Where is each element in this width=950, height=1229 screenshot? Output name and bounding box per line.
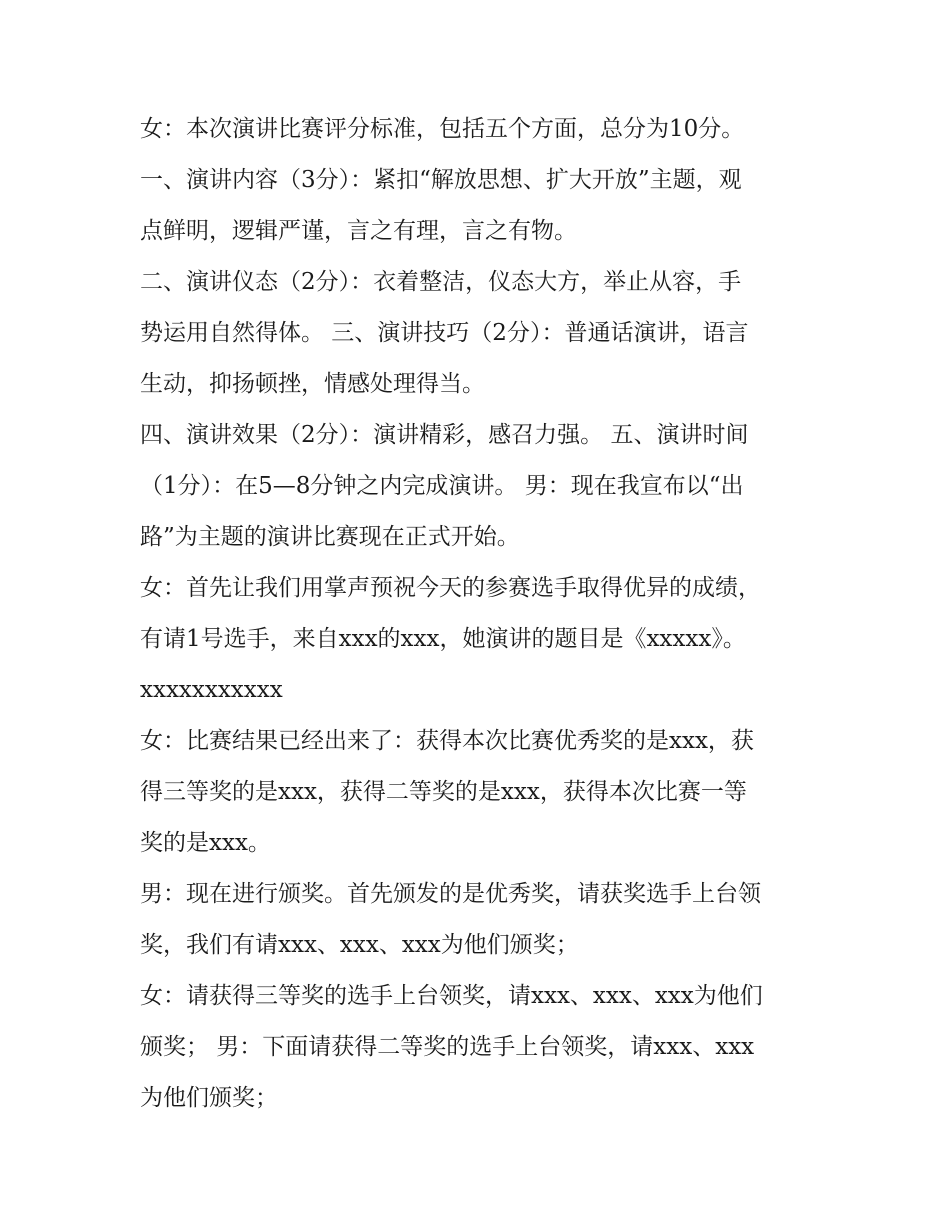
text-line: 得三等奖的是xxx，获得二等奖的是xxx，获得本次比赛一等 [140,779,747,805]
text-line: 女：请获得三等奖的选手上台领奖，请xxx、xxx、xxx为他们 [140,983,763,1009]
text-line: 奖的是xxx。 [140,830,271,856]
text-line: 女：首先让我们用掌声预祝今天的参赛选手取得优异的成绩， [140,575,761,601]
text-line: 四、演讲效果（2分）：演讲精彩，感召力强。 五、演讲时间 [140,422,749,448]
text-line: 女：本次演讲比赛评分标准，包括五个方面，总分为10分。 [140,116,745,142]
text-line: 女：比赛结果已经出来了：获得本次比赛优秀奖的是xxx，获 [140,728,754,754]
text-line: 点鲜明，逻辑严谨，言之有理，言之有物。 [140,218,577,244]
text-line: 二、演讲仪态（2分）：衣着整洁，仪态大方，举止从容，手 [140,269,742,295]
text-line: 路”为主题的演讲比赛现在正式开始。 [140,524,520,550]
text-line: 势运用自然得体。 三、演讲技巧（2分）：普通话演讲，语言 [140,320,749,346]
text-line: 生动，抑扬顿挫，情感处理得当。 [140,371,485,397]
text-line: 为他们颁奖； [140,1085,278,1111]
document-body [140,104,812,1124]
text-line: 颁奖； 男：下面请获得二等奖的选手上台领奖，请xxx、xxx [140,1034,755,1060]
text-line: 男：现在进行颁奖。首先颁发的是优秀奖，请获奖选手上台领 [140,881,761,907]
text-line: 奖，我们有请xxx、xxx、xxx为他们颁奖； [140,932,579,958]
text-line: （1分）：在5—8分钟之内完成演讲。 男：现在我宣布以“出 [140,473,744,499]
text-line: 一、演讲内容（3分）：紧扣“解放思想、扩大开放”主题，观 [140,167,742,193]
text-line: 有请1号选手，来自xxx的xxx，她演讲的题目是《xxxxx》。 [140,626,746,652]
text-line: xxxxxxxxxxx [140,677,283,703]
